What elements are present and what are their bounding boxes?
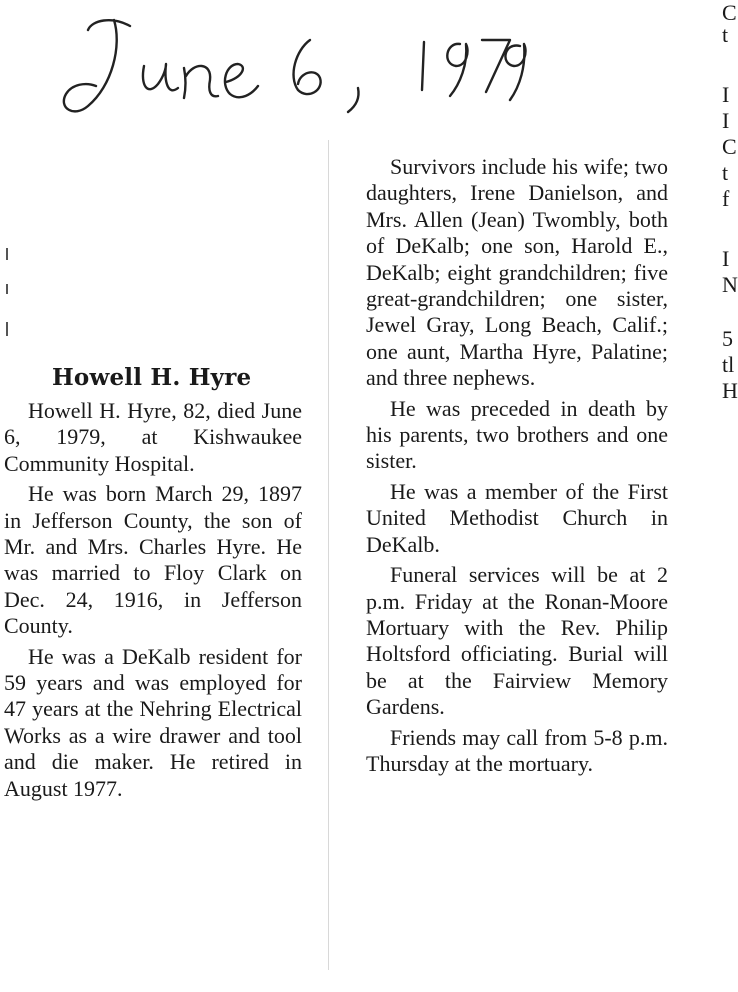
paragraph-birth: He was born March 29, 1897 in Jefferson County, the son of Mr. and Mrs. Charles Hyre. He was married to Floy Clark on Dec. 24, 1916, in Jefferson County. bbox=[4, 481, 302, 639]
handwritten-date-drawing bbox=[52, 6, 532, 124]
paragraph-survivors: Survivors include his wife; two daughters, Irene Danielson, and Mrs. Allen (Jean) Twombly, both of DeKalb; one son, Harold E., DeKalb; eight grandchildren; five great-grandchildren; one sister, Jewel Gray, Long Beach, Calif.; one aunt, Martha Hyre, Palatine; and three nephews. bbox=[366, 154, 668, 391]
obituary-headline: Howell H. Hyre bbox=[52, 364, 252, 391]
edge-fragment: tl bbox=[722, 352, 735, 377]
paragraph-visitation: Friends may call from 5-8 p.m. Thursday at the mortuary. bbox=[366, 724, 668, 776]
edge-fragment: t bbox=[722, 160, 729, 185]
scan-mark bbox=[6, 322, 8, 336]
edge-fragment: I bbox=[722, 82, 730, 107]
handwritten-date bbox=[52, 6, 532, 124]
paragraph-preceded: He was preceded in death by his parents, two brothers and one sister. bbox=[366, 395, 668, 474]
edge-fragment: N bbox=[722, 272, 738, 297]
column-divider bbox=[328, 140, 329, 970]
edge-fragment: f bbox=[722, 186, 730, 211]
edge-fragment: C bbox=[722, 0, 737, 25]
edge-fragment: 5 bbox=[722, 326, 733, 351]
paragraph-church: He was a member of the First United Methodist Church in DeKalb. bbox=[366, 478, 668, 557]
edge-fragment: t bbox=[722, 22, 729, 47]
paragraph-death: Howell H. Hyre, 82, died June 6, 1979, at Kishwaukee Community Hospital. bbox=[4, 398, 302, 476]
edge-fragment: C bbox=[722, 134, 737, 159]
middle-column bbox=[366, 154, 668, 781]
paragraph-employment: He was a DeKalb resident for 59 years and was employed for 47 years at the Nehring Electrical Works as a wire drawer and tool and die maker. He retired in August 1977. bbox=[4, 643, 302, 801]
left-column bbox=[4, 398, 302, 806]
edge-fragment: I bbox=[722, 246, 730, 271]
edge-fragment: H bbox=[722, 378, 738, 403]
paragraph-funeral: Funeral services will be at 2 p.m. Friday at the Ronan-Moore Mortuary with the Rev. Philip Holtsford officiating. Burial will be at the Fairview Memory Gardens. bbox=[366, 562, 668, 720]
scan-mark bbox=[6, 284, 8, 294]
edge-fragment: I bbox=[722, 108, 730, 133]
scan-mark bbox=[6, 248, 8, 260]
